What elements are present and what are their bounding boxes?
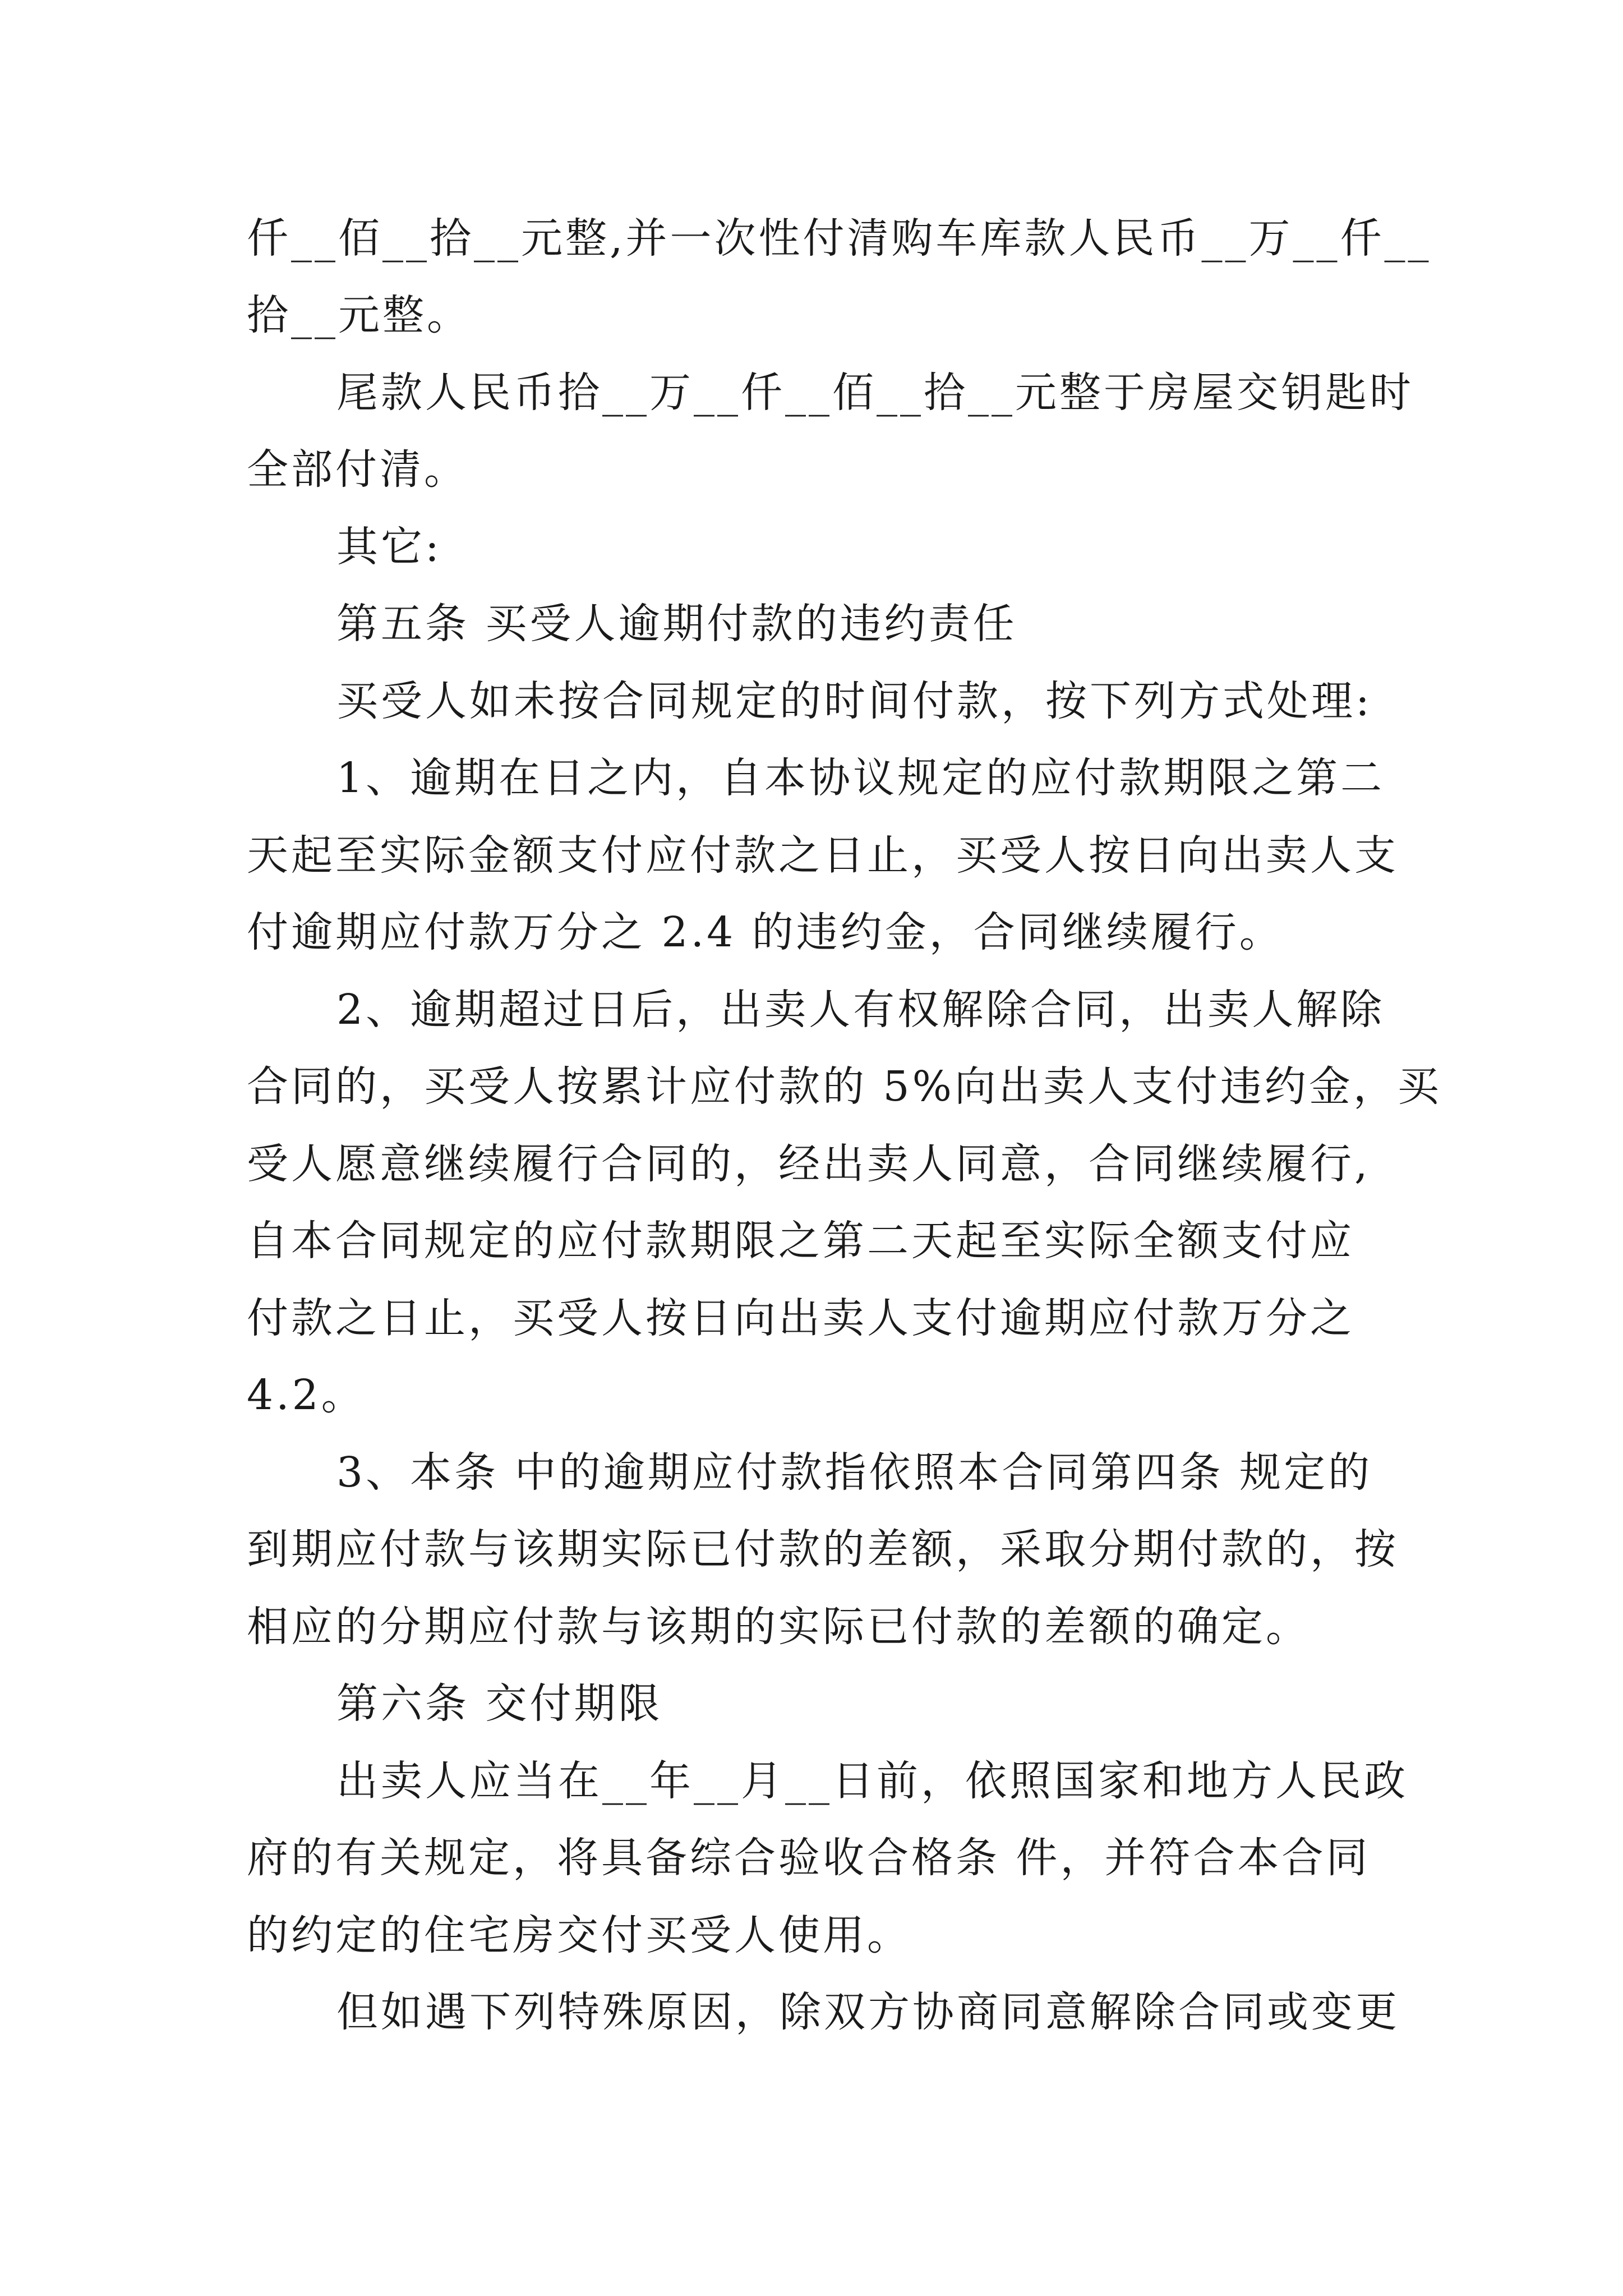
text-line: 天起至实际金额支付应付款之日止，买受人按日向出卖人支	[247, 831, 1399, 880]
text-line: 受人愿意继续履行合同的，经出卖人同意，合同继续履行,	[247, 1140, 1371, 1188]
section-heading: 第五条 买受人逾期付款的违约责任	[336, 600, 1017, 648]
section-heading: 第六条 交付期限	[336, 1680, 663, 1728]
text-line: 的约定的住宅房交付买受人使用。	[247, 1911, 911, 1959]
text-line: 府的有关规定，将具备综合验收合格条 件，并符合本合同	[247, 1834, 1371, 1882]
text-line: 尾款人民币拾__万__仟__佰__拾__元整于房屋交钥匙时	[336, 369, 1414, 417]
text-line: 合同的，买受人按累计应付款的 5%向出卖人支付违约金，买	[247, 1062, 1442, 1111]
text-line: 拾__元整。	[247, 291, 471, 339]
text-line: 其它:	[336, 523, 442, 571]
text-line: 付逾期应付款万分之 2.4 的违约金，合同继续履行。	[247, 908, 1284, 956]
text-line: 4.2。	[247, 1371, 366, 1419]
text-line: 3、本条 中的逾期应付款指依照本合同第四条 规定的	[336, 1448, 1373, 1497]
text-line: 出卖人应当在__年__月__日前，依照国家和地方人民政	[336, 1757, 1408, 1805]
text-line: 自本合同规定的应付款期限之第二天起至实际全额支付应	[247, 1217, 1354, 1265]
text-line: 仟__佰__拾__元整,并一次性付清购车库款人民币__万__仟__	[247, 214, 1432, 263]
text-line: 但如遇下列特殊原因，除双方协商同意解除合同或变更	[336, 1988, 1400, 2036]
text-line: 全部付清。	[247, 445, 468, 494]
text-line: 1、逾期在日之内，自本协议规定的应付款期限之第二	[336, 754, 1385, 802]
text-line: 2、逾期超过日后，出卖人有权解除合同，出卖人解除	[336, 986, 1385, 1034]
text-line: 到期应付款与该期实际已付款的差额，采取分期付款的，按	[247, 1525, 1399, 1573]
text-line: 买受人如未按合同规定的时间付款，按下列方式处理:	[336, 677, 1372, 725]
text-line: 相应的分期应付款与该期的实际已付款的差额的确定。	[247, 1603, 1310, 1651]
text-line: 付款之日止，买受人按日向出卖人支付逾期应付款万分之	[247, 1294, 1354, 1342]
